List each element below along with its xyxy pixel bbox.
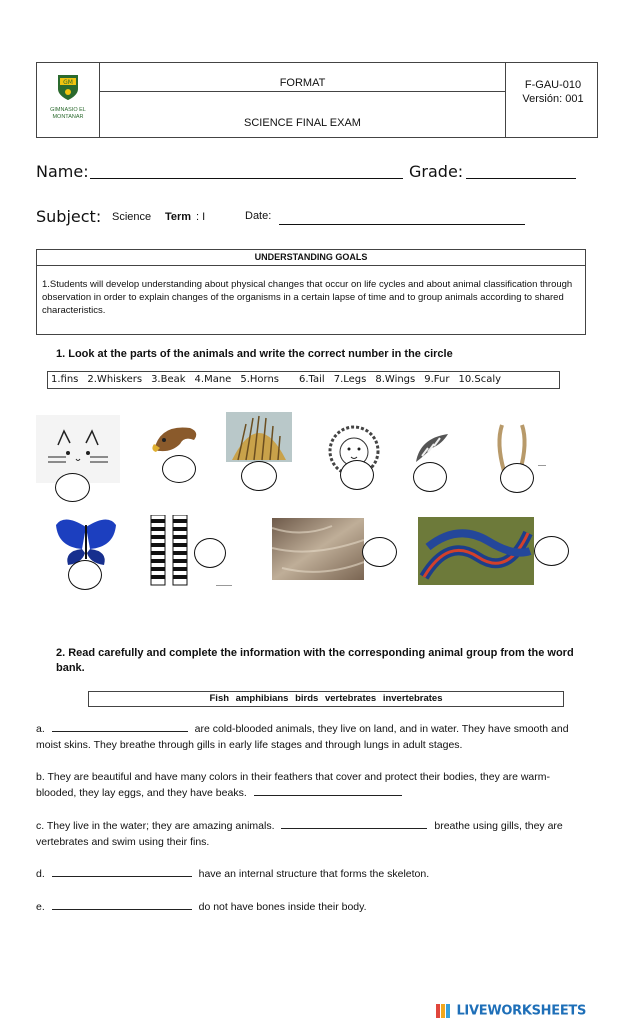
answer-blank-b[interactable] — [254, 785, 402, 796]
answer-circle[interactable] — [534, 536, 569, 566]
answer-circle[interactable] — [68, 560, 102, 590]
header-table — [36, 62, 598, 138]
date-label: Date: — [245, 210, 272, 222]
shield-icon — [37, 63, 99, 137]
format-label: FORMAT — [100, 63, 505, 92]
answer-blank-d[interactable] — [52, 866, 192, 877]
goals-title: UNDERSTANDING GOALS — [254, 252, 368, 262]
name-field[interactable] — [90, 164, 403, 179]
question-2: 2. Read carefully and complete the information with the corresponding animal group from the word bank. — [56, 647, 574, 674]
bank-item: 1.fins — [51, 374, 79, 385]
answer-circle[interactable] — [194, 538, 226, 568]
term-value: : I — [196, 211, 206, 223]
liveworksheets-icon — [436, 1004, 452, 1018]
bank-item: 3.Beak — [151, 374, 186, 385]
fur-image — [272, 518, 364, 580]
document-version: Versión: 001 — [522, 93, 584, 105]
goals-text: 1.Students will develop understanding about physical changes that occur on life cycles and about animal classification through observation in order to explain changes of the organisms in a certain lapse of time and to group animals according to shared characteristics. — [42, 279, 573, 316]
answer-circle[interactable] — [162, 455, 196, 483]
name-label: Name: — [36, 162, 89, 181]
bank-item: 8.Wings — [375, 374, 416, 385]
bank-item: 6.Tail — [299, 374, 325, 385]
school-logo — [37, 63, 100, 137]
statement-e: e. do not have bones inside their body. — [36, 901, 367, 913]
word-bank-2: Fish amphibians birds vertebrates invertebrates — [88, 691, 564, 707]
svg-text:GM: GM — [63, 79, 73, 86]
bank-item: 9.Fur — [424, 374, 450, 385]
answer-circle[interactable] — [340, 460, 374, 490]
term-label: Term — [165, 211, 192, 223]
exam-title: SCIENCE FINAL EXAM — [244, 117, 361, 129]
question-1: 1. Look at the parts of the animals and write the correct number in the circle — [56, 348, 453, 360]
snake-scales-image — [418, 517, 534, 585]
answer-circle[interactable] — [413, 462, 447, 492]
answer-circle[interactable] — [241, 461, 277, 491]
statement-a: a. are cold-blooded animals, they live on land, and in water. They have smooth and moist skins. They breathe through gills in early life stages and through lungs in adult stages. — [36, 723, 569, 751]
understanding-goals-box — [36, 249, 586, 335]
date-field[interactable] — [279, 210, 525, 225]
zebra-legs-image — [143, 515, 197, 589]
answer-blank-c[interactable] — [281, 818, 427, 829]
bank-item: 4.Mane — [194, 374, 232, 385]
school-name: GIMNASIO EL MONTANAR — [50, 107, 86, 120]
statement-b: b. They are beautiful and have many colors in their feathers that cover and protect their bodies, they are warm-blooded, they lay eggs, and they have beaks. — [36, 771, 550, 799]
liveworksheets-brand: LIVEWORKSHEETS — [456, 1003, 587, 1019]
document-code: F-GAU-010 — [524, 79, 582, 91]
grade-field[interactable] — [466, 164, 576, 179]
statement-c: c. They live in the water; they are amazing animals. breathe using gills, they are vertebrates and swim using their fins. — [36, 820, 563, 848]
statement-d: d. have an internal structure that forms the skeleton. — [36, 868, 430, 880]
eagle-head-image — [150, 420, 202, 458]
tail-image — [412, 430, 456, 466]
answer-blank-e[interactable] — [52, 899, 192, 910]
answer-blank-a[interactable] — [52, 721, 188, 732]
fin-image — [226, 412, 292, 462]
grade-label: Grade: — [409, 162, 464, 181]
bank-item: 7.Legs — [333, 374, 367, 385]
word-bank-1 — [47, 371, 560, 389]
subject-label: Subject: — [36, 207, 102, 226]
bank-item: 10.Scaly — [458, 374, 502, 385]
bank-item: 5.Horns — [240, 374, 280, 385]
answer-circle[interactable] — [362, 537, 397, 567]
liveworksheets-logo — [436, 1002, 586, 1020]
answer-circle[interactable] — [500, 463, 534, 493]
answer-circle[interactable] — [55, 473, 90, 502]
bank-item: 2.Whiskers — [87, 374, 143, 385]
subject-value: Science — [112, 211, 152, 223]
